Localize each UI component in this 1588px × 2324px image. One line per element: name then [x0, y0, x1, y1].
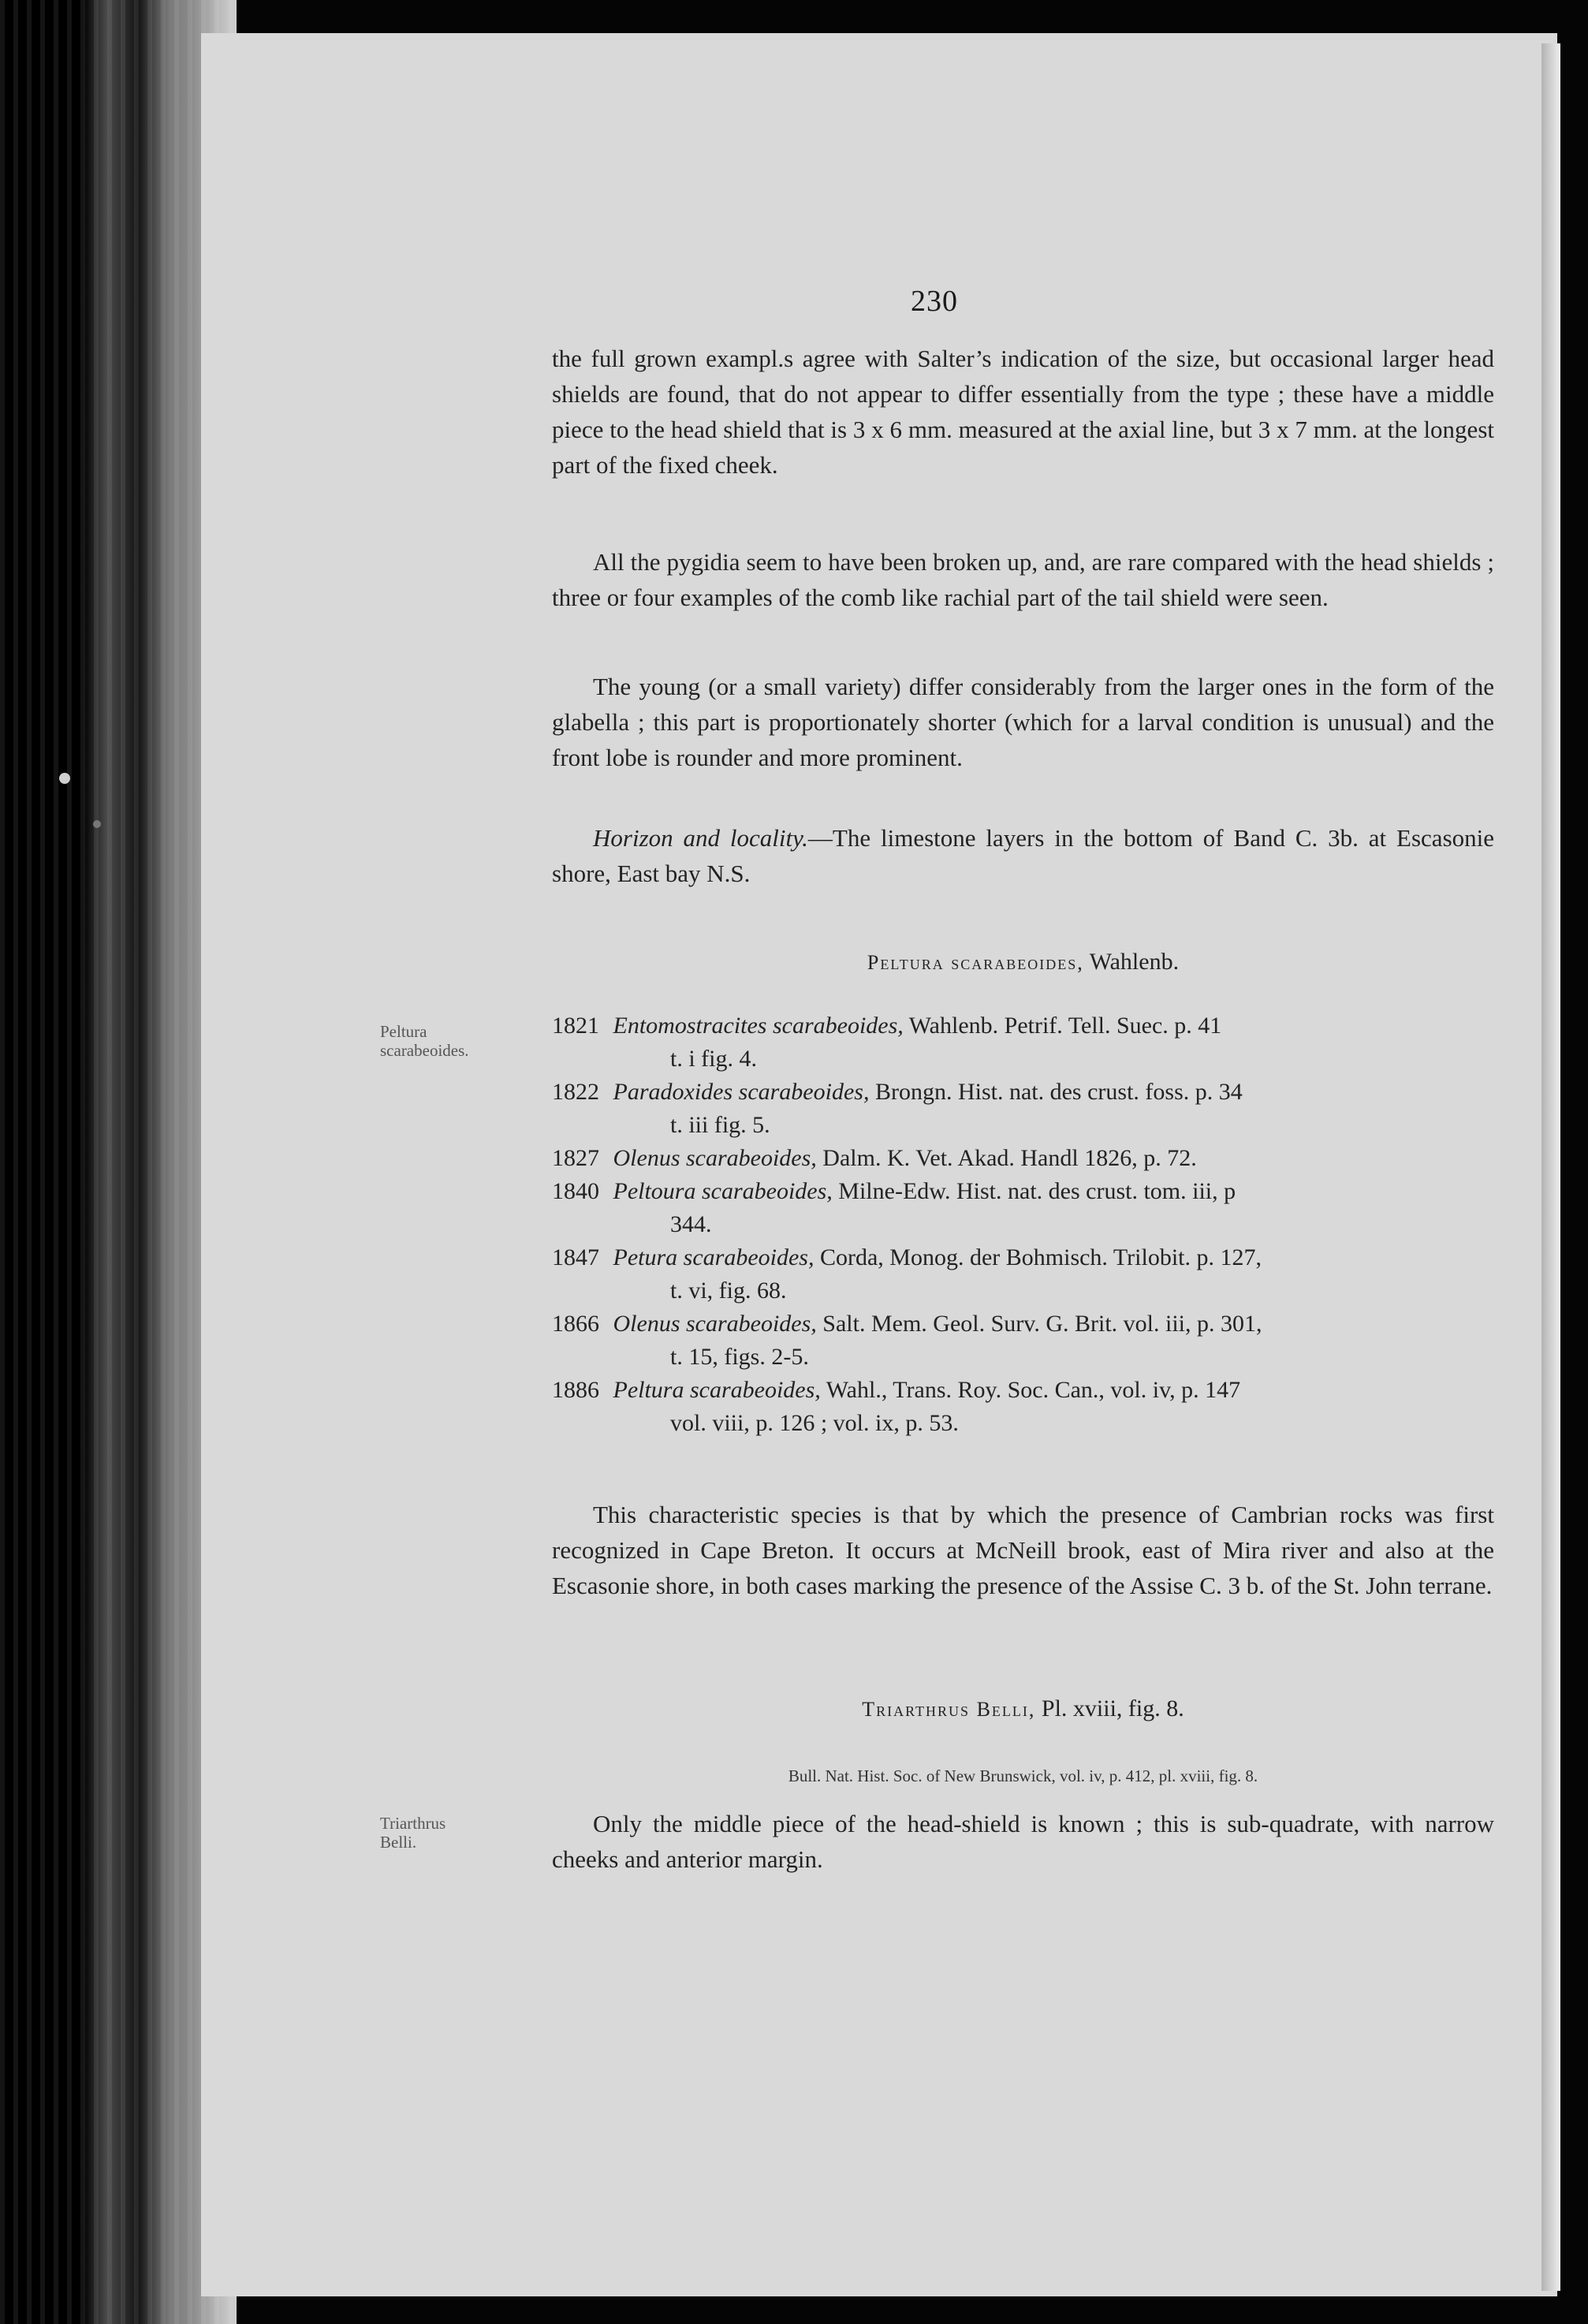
triarthrus-heading-name: Triarthrus Belli, — [862, 1698, 1036, 1721]
synonymy-entry: 1822 Paradoxides scarabeoides, Brongn. Hist. nat. des crust. foss. p. 34 t. iii fig. 5. — [552, 1079, 1243, 1138]
synonymy-entry: 1866 Olenus scarabeoides, Salt. Mem. Geol. Surv. G. Brit. vol. iii, p. 301, t. 15, figs. 2-5. — [552, 1311, 1262, 1370]
paragraph-size: the full grown exampl‌.s agree with Salter’s indication of the size, but occasional larger head shields are found, that do not appear to differ essentially from the type ; these have a middle piece to the head shield that is 3 x 6 mm. measured at the axial line, but 3 x 7 mm. at the longest part of the fixed cheek. — [552, 345, 1494, 479]
horizon-text: —The limestone layers in the bottom of Band C. 3b. at Escasonie shore, East bay N.S. — [552, 824, 1494, 887]
peltura-heading — [552, 949, 1494, 975]
paragraph-pygidia: All the pygidia seem to have been broken up, and, are rare compared with the head shields ; three or four examples of the comb like rachial part of the tail shield were seen. — [552, 548, 1494, 611]
paragraph-triarthrus: Only the middle piece of the head-shield is known ; this is sub-quadrate, with narrow cheeks and anterior margin. — [552, 1810, 1494, 1873]
pygidia-paragraph — [552, 544, 1494, 615]
triarthrus-margin-note: Triarthrus Belli. — [380, 1814, 446, 1852]
synonymy-entry: 1847 Petura scarabeoides, Corda, Monog. der Bohmisch. Trilobit. p. 127, t. vi, fig. 68. — [552, 1244, 1262, 1304]
synonymy-entry: 1886 Peltura scarabeoides, Wahl., Trans. Roy. Soc. Can., vol. iv, p. 147 vol. viii, p. 126 ; vol. ix, p. 53. — [552, 1377, 1241, 1436]
page-stain — [59, 773, 70, 784]
synonymy-entry: 1821 Entomostracites scarabeoides, Wahlenb. Petrif. Tell. Suec. p. 41 t. i fig. 4. — [552, 1013, 1222, 1072]
page-number: 230 — [911, 285, 958, 318]
paragraph-young: The young (or a small variety) differ considerably from the larger ones in the form of the glabella ; this part is proportionately shorter (which for a larval condition is unusual) and the front lobe is rounder and more prominent. — [552, 673, 1494, 771]
page-right-edge — [1541, 43, 1560, 2291]
peltura-paragraph — [552, 1497, 1494, 1603]
synonymy-entry: 1827 Olenus scarabeoides, Dalm. K. Vet. Akad. Handl 1826, p. 72. — [552, 1145, 1197, 1171]
triarthrus-paragraph — [552, 1806, 1494, 1877]
peltura-synonymy-list — [552, 1009, 1498, 1440]
triarthrus-heading-plate: Pl. xviii, fig. 8. — [1041, 1695, 1184, 1722]
page-stain — [93, 820, 101, 828]
peltura-margin-note: Peltura scarabeoides. — [380, 1022, 469, 1060]
continued-paragraph — [552, 341, 1494, 483]
horizon-label: Horizon and locality. — [593, 824, 808, 852]
horizon-paragraph — [552, 820, 1494, 891]
peltura-heading-author: Wahlenb. — [1089, 949, 1180, 975]
triarthrus-heading — [552, 1695, 1494, 1722]
paragraph-peltura: This characteristic species is that by which the presence of Cambrian rocks was first recognized in Cape Breton. It occurs at McNeill brook, east of Mira river and also at the Escasonie shore, in both cases marking the presence of the Assise C. 3 b. of the St. John terrane. — [552, 1501, 1494, 1599]
synonymy-entry: 1840 Peltoura scarabeoides, Milne-Edw. Hist. nat. des crust. tom. iii, p 344. — [552, 1178, 1236, 1237]
peltura-heading-name: Peltura scarabeoides, — [867, 951, 1084, 974]
young-paragraph — [552, 669, 1494, 775]
triarthrus-reference: Bull. Nat. Hist. Soc. of New Brunswick, vol. iv, p. 412, pl. xviii, fig. 8. — [788, 1766, 1258, 1785]
